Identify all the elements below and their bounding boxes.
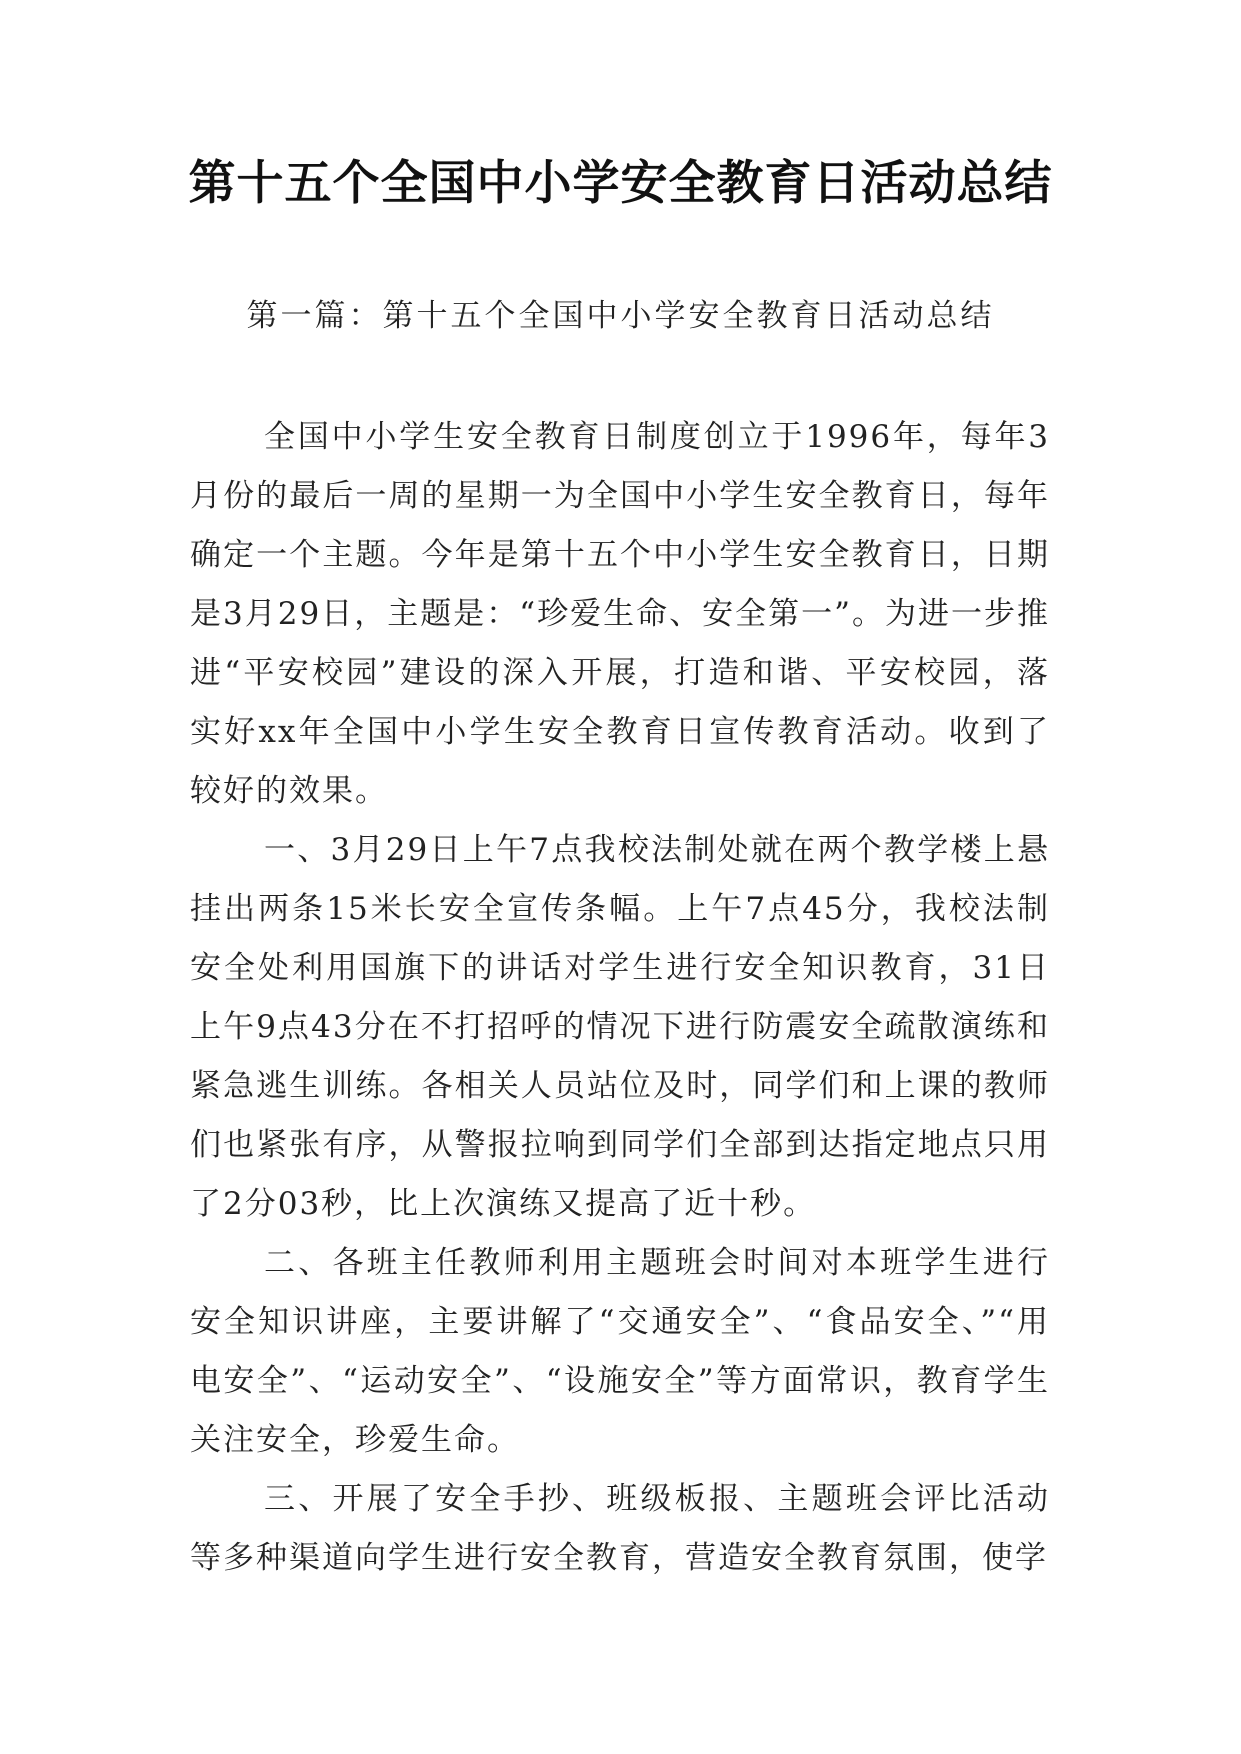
- document-title: 第十五个全国中小学安全教育日活动总结: [188, 156, 1053, 211]
- body-paragraph-section-3: 三、开展了安全手抄、班级板报、主题班会评比活动等多种渠道向学生进行安全教育，营造安全教育氛围，使学: [190, 1481, 1050, 1576]
- document-subtitle: 第一篇：第十五个全国中小学安全教育日活动总结: [246, 298, 995, 334]
- body-paragraph-section-2: 二、各班主任教师利用主题班会时间对本班学生进行安全知识讲座，主要讲解了“交通安全”、“食品安全、”“用电安全”、“运动安全”、“设施安全”等方面常识，教育学生关注安全，珍爱生命。: [190, 1245, 1050, 1458]
- body-paragraph-section-1: 一、3月29日上午7点我校法制处就在两个教学楼上悬挂出两条15米长安全宣传条幅。上午7点45分，我校法制安全处利用国旗下的讲话对学生进行安全知识教育，31日上午9点43分在不打招呼的情况下进行防震安全疏散演练和紧急逃生训练。各相关人员站位及时，同学们和上课的教师们也紧张有序，从警报拉响到同学们全部到达指定地点只用了2分03秒，比上次演练又提高了近十秒。: [190, 832, 1050, 1222]
- document-body: [190, 408, 1050, 1588]
- body-paragraph-intro: 全国中小学生安全教育日制度创立于1996年，每年3月份的最后一周的星期一为全国中小学生安全教育日，每年确定一个主题。今年是第十五个中小学生安全教育日，日期是3月29日，主题是：“珍爱生命、安全第一”。为进一步推进“平安校园”建设的深入开展，打造和谐、平安校园，落实好xx年全国中小学生安全教育日宣传教育活动。收到了较好的效果。: [190, 419, 1050, 809]
